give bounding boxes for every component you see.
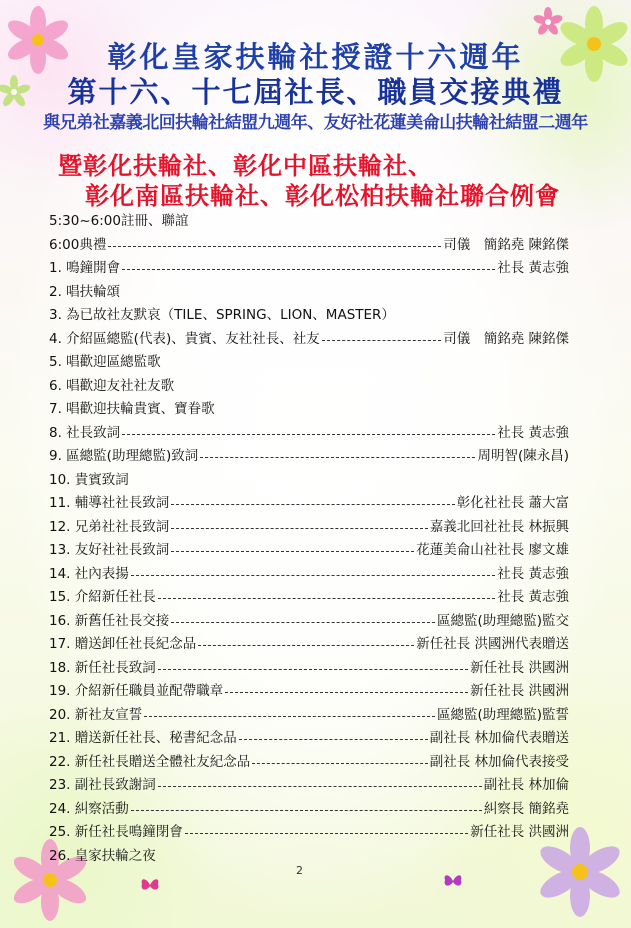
program-item-label: 11. 輔導社社長致詞 [49, 495, 170, 511]
program-item [49, 492, 569, 516]
dotted-leader [158, 669, 468, 670]
dotted-leader [131, 575, 495, 576]
program-item-label: 23. 副社長致謝詞 [49, 777, 156, 793]
program-item [49, 704, 569, 728]
program-item [49, 657, 569, 681]
butterfly-icon [443, 872, 463, 890]
program-item-presenter: 嘉義北回社社長 林振興 [429, 518, 569, 535]
program-item [49, 445, 569, 469]
program-item-label: 9. 區總監(助理總監)致詞 [49, 448, 199, 464]
program-item-presenter: 社長 黃志強 [497, 565, 569, 582]
title-line-3: 與兄弟社嘉義北回扶輪社結盟九週年、友好社花蓮美侖山扶輪社結盟二週年 [43, 113, 588, 133]
page-number: 2 [296, 864, 303, 877]
program-item-label: 18. 新任社長致詞 [49, 659, 156, 676]
program-item-presenter: 糾察長 簡銘堯 [483, 800, 569, 817]
program-item-label: 22. 新任社長贈送全體社友紀念品 [49, 753, 251, 770]
program-item [49, 257, 569, 281]
program-item-label: 21. 贈送新任社長、秘書紀念品 [49, 730, 237, 746]
program-item [49, 680, 569, 704]
program-item-presenter: 社長 黃志強 [497, 589, 569, 605]
program-item [49, 821, 569, 845]
title-line-5: 彰化南區扶輪社、彰化松柏扶輪社聯合例會 [85, 182, 560, 210]
program-item-presenter: 周明智(陳永昌) [477, 448, 569, 464]
program-item-label: 3. 為已故社友默哀（TILE、SPRING、LION、MASTER） [49, 307, 395, 323]
program-item-label: 25. 新任社長鳴鐘閉會 [49, 824, 183, 840]
program-item-presenter: 副社長 林加倫 [483, 777, 569, 793]
program-item [49, 398, 569, 422]
program-item-label: 14. 社內表揚 [49, 565, 129, 582]
program-item-presenter: 區總監(助理總監)監誓 [436, 706, 569, 723]
butterfly-icon [140, 876, 160, 894]
program-item-label: 6. 唱歡迎友社社友歌 [49, 377, 175, 394]
dotted-leader [158, 786, 482, 787]
program-item [49, 633, 569, 657]
program-item-label: 5:30~6:00註冊、聯誼 [49, 213, 189, 229]
dotted-leader [322, 340, 441, 341]
dotted-leader [200, 457, 475, 458]
program-item-label: 10. 貴賓致詞 [49, 471, 129, 488]
dotted-leader [144, 716, 435, 717]
program-item-label: 15. 介紹新任社長 [49, 589, 156, 605]
program-list [49, 210, 569, 868]
program-item [49, 328, 569, 352]
program-item [49, 210, 569, 234]
dotted-leader [122, 434, 495, 435]
dotted-leader [131, 810, 482, 811]
program-item [49, 375, 569, 399]
program-item-presenter: 區總監(助理總監)監交 [436, 612, 569, 629]
program-item-presenter: 社長 黃志強 [497, 424, 569, 441]
program-item [49, 234, 569, 258]
program-item-label: 20. 新社友宣誓 [49, 706, 143, 723]
program-item [49, 422, 569, 446]
dotted-leader [185, 833, 468, 834]
program-item-label: 2. 唱扶輪頌 [49, 283, 121, 300]
dotted-leader [171, 504, 454, 505]
program-item [49, 469, 569, 493]
program-item [49, 845, 569, 869]
program-item-label: 24. 糾察活動 [49, 800, 129, 817]
program-item-label: 12. 兄弟社社長致詞 [49, 518, 170, 535]
dotted-leader [171, 622, 435, 623]
title-line-2: 第十六、十七屆社長、職員交接典禮 [67, 75, 564, 109]
dotted-leader [108, 246, 441, 247]
program-item-label: 8. 社長致詞 [49, 424, 121, 441]
program-item-presenter: 花蓮美侖山社社長 廖文雄 [416, 542, 569, 558]
program-item [49, 610, 569, 634]
program-item-label: 1. 鳴鐘開會 [49, 260, 121, 276]
program-item [49, 281, 569, 305]
program-item [49, 516, 569, 540]
dotted-leader [158, 598, 495, 599]
program-item-presenter: 副社長 林加倫代表贈送 [429, 730, 569, 746]
program-item-label: 6:00典禮 [49, 236, 107, 253]
title-line-1: 彰化皇家扶輪社授證十六週年 [107, 40, 524, 74]
program-item-presenter: 司儀 簡銘堯 陳銘傑 [443, 330, 569, 347]
program-item-label: 16. 新舊任社長交接 [49, 612, 170, 629]
program-item-presenter: 司儀 簡銘堯 陳銘傑 [443, 236, 569, 253]
program-item [49, 751, 569, 775]
dotted-leader [198, 645, 414, 646]
dotted-leader [225, 692, 468, 693]
program-item [49, 563, 569, 587]
program-item-label: 17. 贈送卸任社長紀念品 [49, 636, 197, 652]
dotted-leader [171, 551, 414, 552]
program-item-label: 7. 唱歡迎扶輪貴賓、寶眷歌 [49, 401, 215, 417]
program-item-presenter: 新任社長 洪國洲 [470, 824, 569, 840]
dotted-leader [171, 528, 427, 529]
program-item [49, 798, 569, 822]
dotted-leader [122, 269, 495, 270]
program-item-presenter: 副社長 林加倫代表接受 [429, 753, 569, 770]
program-item-label: 19. 介紹新任職員並配帶職章 [49, 683, 224, 699]
program-item [49, 727, 569, 751]
program-item [49, 539, 569, 563]
program-item [49, 586, 569, 610]
program-item-presenter: 新任社長 洪國洲 [470, 683, 569, 699]
program-item-presenter: 新任社長 洪國洲代表贈送 [416, 636, 569, 652]
dotted-leader [239, 739, 428, 740]
program-item [49, 774, 569, 798]
program-item-presenter: 彰化社社長 蕭大富 [456, 495, 569, 511]
program-item-label: 4. 介紹區總監(代表)、貴賓、友社社長、社友 [49, 330, 320, 347]
program-item [49, 351, 569, 375]
program-item-label: 5. 唱歡迎區總監歌 [49, 354, 161, 370]
program-item-presenter: 社長 黃志強 [497, 260, 569, 276]
program-item [49, 304, 569, 328]
dotted-leader [252, 763, 427, 764]
program-item-presenter: 新任社長 洪國洲 [470, 659, 569, 676]
program-item-label: 26. 皇家扶輪之夜 [49, 847, 156, 864]
program-item-label: 13. 友好社社長致詞 [49, 542, 170, 558]
title-line-4: 暨彰化扶輪社、彰化中區扶輪社、 [58, 152, 433, 180]
